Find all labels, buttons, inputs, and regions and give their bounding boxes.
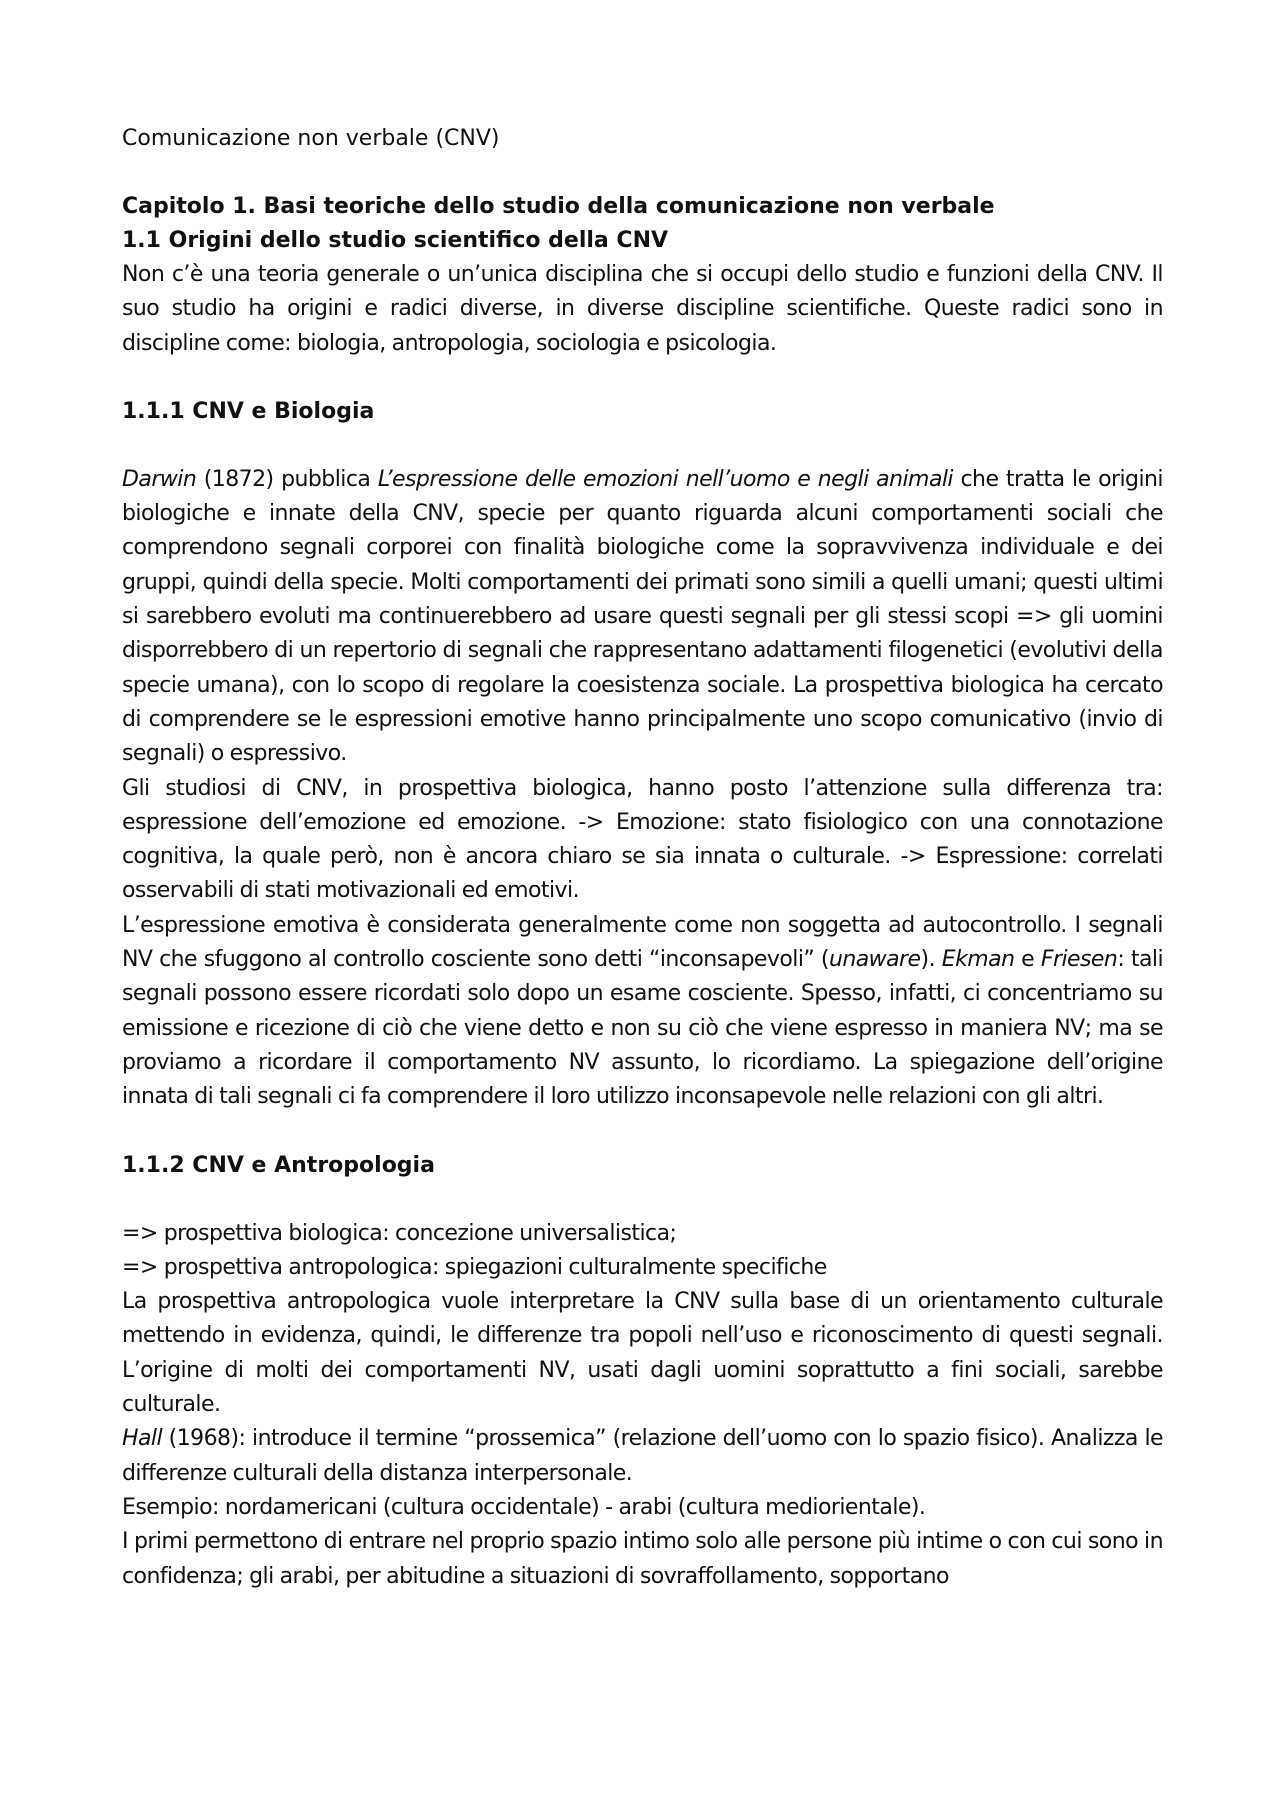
document-title: Comunicazione non verbale (CNV) (122, 126, 500, 151)
hall-text: (1968): introduce il termine “prossemica” (relazione dell’uomo con lo spazio fisico). Analizza le differenze culturali della distanza interpersonale. (122, 1426, 1163, 1486)
paragraph-personal-space: I primi permettono di entrare nel proprio spazio intimo solo alle persone più intime o con cui sono in confidenza; gli arabi, per abitudine a situazioni di sovraffollamento, sopportano (122, 1529, 1163, 1589)
author-darwin: Darwin (122, 466, 197, 492)
author-friesen: Friesen (1040, 947, 1118, 973)
author-ekman: Ekman (941, 947, 1015, 973)
unaware-text-2: ). (920, 947, 942, 973)
section-heading-1-1-2: 1.1.2 CNV e Antropologia (122, 1152, 435, 1178)
book-title: L’espressione delle emozioni nell’uomo e negli animali (377, 466, 953, 492)
paragraph-unaware-signals (122, 909, 1163, 1115)
line-biological-perspective: => prospettiva biologica: concezione universalistica; (122, 1220, 677, 1246)
paragraph-darwin (122, 463, 1163, 772)
paragraph-hall (122, 1422, 1163, 1491)
line-anthropological-perspective: => prospettiva antropologica: spiegazioni culturalmente specifiche (122, 1254, 827, 1280)
and-text: e (1014, 947, 1041, 973)
paragraph-origins: Non c’è una teoria generale o un’unica disciplina che si occupi dello studio e funzioni della CNV. Il suo studio ha origini e radici diverse, in diverse discipline scientifiche. Queste radici sono in discipline come: biologia, antropologia, sociologia e psicologia. (122, 262, 1163, 356)
unaware-term: unaware (828, 947, 921, 973)
author-hall: Hall (122, 1426, 163, 1452)
chapter-heading: Capitolo 1. Basi teoriche dello studio della comunicazione non verbale (122, 194, 995, 219)
darwin-year: (1872) pubblica (196, 466, 378, 492)
unaware-text-3: : tali segnali possono essere ricordati solo dopo un esame cosciente. Spesso, infatti, ci concentriamo su emissione e ricezione di ciò che viene detto e non su ciò che viene espresso in maniera NV; ma se proviamo a ricordare il comportamento NV assunto, lo ricordiamo. La spiegazione dell’origine innata di tali segnali ci fa comprendere il loro utilizzo inconsapevole nelle relazioni con gli altri. (122, 947, 1164, 1110)
darwin-text: che tratta le origini biologiche e innate della CNV, specie per quanto riguarda alcuni comportamenti sociali che comprendono segnali corporei con finalità biologiche come la sopravvivenza individuale e dei gruppi, quindi della specie. Molti comportamenti dei primati sono simili a quelli umani; questi ultimi si sarebbero evoluti ma continuerebbero ad usare questi segnali per gli stessi scopi => gli uomini disporrebbero di un repertorio di segnali che rappresentano adattamenti filogenetici (evolutivi della specie umana), con lo scopo di regolare la coesistenza sociale. La prospettiva biologica ha cercato di comprendere se le espressioni emotive hanno principalmente uno scopo comunicativo (invio di segnali) o espressivo. (122, 466, 1163, 767)
unaware-text-1: L’espressione emotiva è considerata generalmente come non soggetta ad autocontrollo. I segnali NV che sfuggono al controllo cosciente sono detti “inconsapevoli” ( (122, 912, 1163, 973)
section-heading-1-1: 1.1 Origini dello studio scientifico della CNV (122, 228, 669, 253)
paragraph-emotion-expression: Gli studiosi di CNV, in prospettiva biologica, hanno posto l’attenzione sulla differenza tra: espressione dell’emozione ed emozione. -> Emozione: stato fisiologico con una connotazione cognitiva, la quale però, non è ancora chiaro se sia innata o culturale. -> Espressione: correlati osservabili di stati motivazionali ed emotivi. (122, 775, 1163, 904)
paragraph-anthropology: La prospettiva antropologica vuole interpretare la CNV sulla base di un orientamento culturale mettendo in evidenza, quindi, le differenze tra popoli nell’uso e riconoscimento di questi segnali. L’origine di molti dei comportamenti NV, usati dagli uomini soprattutto a fini sociali, sarebbe culturale. (122, 1289, 1163, 1418)
section-heading-1-1-1: 1.1.1 CNV e Biologia (122, 398, 375, 424)
paragraph-example: Esempio: nordamericani (cultura occidentale) - arabi (cultura mediorientale). (122, 1494, 926, 1520)
